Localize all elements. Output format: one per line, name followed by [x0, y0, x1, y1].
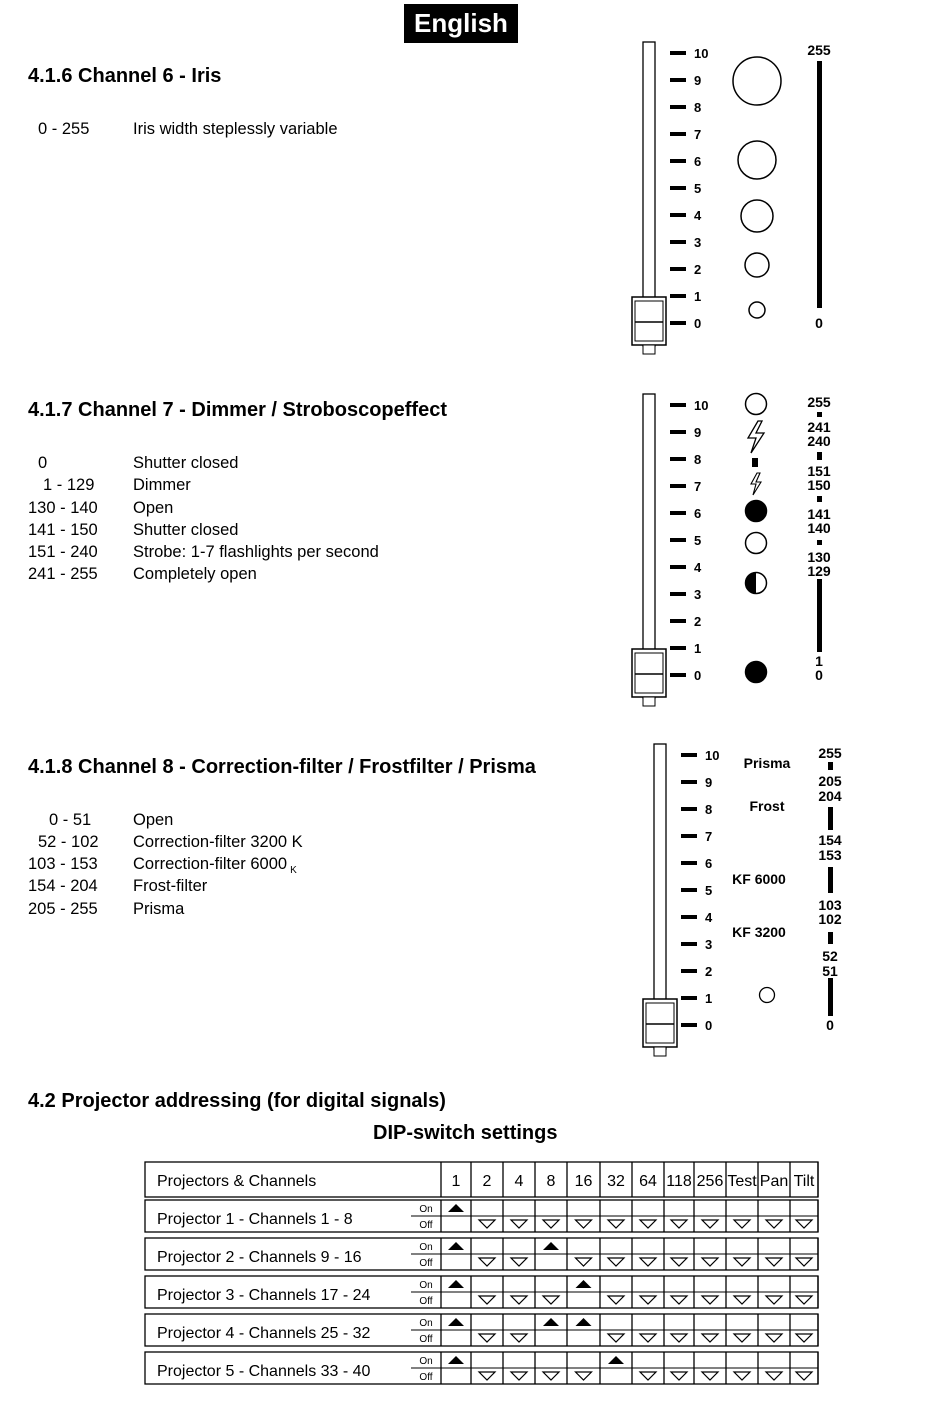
tick-mark [681, 753, 697, 757]
switch-header-Test: Test [727, 1173, 757, 1190]
closed-circle-icon [746, 662, 767, 683]
range-description: Completely open [133, 565, 257, 583]
range-description: Open [133, 499, 174, 517]
scale-label: 240 [807, 433, 831, 449]
on-label: On [419, 1242, 433, 1253]
tick-mark [681, 861, 697, 865]
tick-label: 7 [705, 829, 713, 844]
iris-diagram [632, 42, 831, 354]
tick-label: 4 [694, 560, 702, 575]
scale-label: 0 [826, 1017, 834, 1033]
tick-label: 1 [694, 289, 702, 304]
half-circle-fill-icon [746, 573, 757, 594]
tick-label: 2 [694, 262, 702, 277]
scale-label: 141 [807, 506, 831, 522]
iris-medium-large-circle-icon [738, 141, 776, 179]
tick-mark [670, 673, 686, 677]
projector-label: Projector 4 - Channels 25 - 32 [157, 1325, 371, 1342]
range-label: 154 - 204 [28, 877, 98, 895]
scale-label: 52 [822, 948, 838, 964]
header-label: Projectors & Channels [157, 1173, 317, 1190]
fader-knob-inner [646, 1003, 674, 1043]
iris-large-circle-icon [733, 57, 781, 105]
tick-label: 0 [694, 668, 702, 683]
tick-label: 2 [694, 614, 702, 629]
tick-mark [681, 888, 697, 892]
tick-label: 10 [705, 748, 720, 763]
range-description: Shutter closed [133, 454, 239, 472]
tick-label: 10 [694, 46, 709, 61]
on-label: On [419, 1356, 433, 1367]
tick-mark [681, 780, 697, 784]
switch-header-64: 64 [639, 1173, 657, 1190]
on-label: On [419, 1204, 433, 1215]
fader-knob-stem [643, 697, 655, 706]
tick-label: 3 [694, 587, 702, 602]
tick-mark [670, 592, 686, 596]
scale-label: 51 [822, 963, 838, 979]
tick-label: 7 [694, 479, 702, 494]
tick-mark [670, 240, 686, 244]
tick-label: 9 [694, 73, 702, 88]
fader-knob-inner [635, 653, 663, 693]
tick-mark [670, 457, 686, 461]
tick-mark [681, 996, 697, 1000]
scale-segment [828, 807, 833, 830]
projector-label: Projector 3 - Channels 17 - 24 [157, 1287, 371, 1304]
tick-mark [670, 565, 686, 569]
tick-mark [670, 294, 686, 298]
scale-segment [817, 579, 822, 652]
range-description: Iris width steplessly variable [133, 120, 338, 138]
scale-label: 130 [807, 549, 831, 565]
scale-label: 154 [818, 832, 842, 848]
tick-mark [670, 105, 686, 109]
switch-header-16: 16 [574, 1173, 593, 1190]
tick-label: 9 [705, 775, 713, 790]
tick-mark [670, 267, 686, 271]
tick-mark [681, 807, 697, 811]
tick-label: 10 [694, 398, 709, 413]
section-heading-channel-8: 4.1.8 Channel 8 - Correction-filter / Frostfilter / Prisma [28, 756, 536, 778]
tick-label: 8 [705, 802, 713, 817]
tick-mark [670, 51, 686, 55]
off-label: Off [419, 1296, 433, 1307]
tick-mark [670, 619, 686, 623]
open-circle-icon [760, 988, 775, 1003]
scale-label: 153 [818, 847, 842, 863]
tick-label: 8 [694, 452, 702, 467]
section-heading-channel-7: 4.1.7 Channel 7 - Dimmer / Stroboscopeffect [28, 399, 447, 421]
range-description-text: Correction-filter 6000 [133, 855, 288, 873]
dip-switch-table [145, 1162, 818, 1384]
switch-header-Pan: Pan [759, 1173, 789, 1190]
projector-row [145, 1276, 818, 1308]
tick-label: 0 [694, 316, 702, 331]
scale-label: 103 [818, 897, 842, 913]
projector-label: Projector 2 - Channels 9 - 16 [157, 1249, 362, 1266]
tick-label: 8 [694, 100, 702, 115]
range-label: 103 - 153 [28, 855, 98, 873]
scale-label: 102 [818, 911, 842, 927]
dimmer-diagram [632, 394, 831, 707]
switch-header-2: 2 [482, 1173, 492, 1190]
scale-label: 255 [807, 394, 831, 410]
range-description: Dimmer [133, 476, 191, 494]
scale-label: 150 [807, 477, 831, 493]
scale-segment [817, 540, 822, 545]
tick-label: 1 [694, 641, 702, 656]
on-label: On [419, 1318, 433, 1329]
iris-tiny-circle-icon [749, 302, 765, 318]
range-label: 52 - 102 [38, 833, 99, 851]
scale-label: 129 [807, 563, 831, 579]
frost-label: Frost [749, 798, 785, 814]
tick-label: 4 [705, 910, 713, 925]
tick-mark [681, 969, 697, 973]
scale-label: 151 [807, 463, 831, 479]
off-label: Off [419, 1220, 433, 1231]
range-label: 130 - 140 [28, 499, 98, 517]
range-description: Strobe: 1-7 flashlights per second [133, 543, 379, 561]
scale-segment [817, 496, 822, 502]
tick-mark [670, 511, 686, 515]
scale-label: 255 [807, 42, 831, 58]
scale-label: 255 [818, 745, 842, 761]
strobe-fast-icon [748, 421, 764, 453]
tick-mark [681, 834, 697, 838]
scale-label: 0 [815, 667, 823, 683]
scale-label: 1 [815, 653, 823, 669]
off-label: Off [419, 1372, 433, 1383]
switch-header-118: 118 [666, 1173, 692, 1190]
switch-header-4: 4 [514, 1173, 524, 1190]
range-label: 141 - 150 [28, 521, 98, 539]
scale-segment [828, 978, 833, 1016]
range-description: Frost-filter [133, 877, 208, 895]
dip-switch-title: DIP-switch settings [373, 1122, 558, 1144]
open-circle-icon [746, 394, 767, 415]
scale-segment [828, 762, 833, 770]
scale-label: 241 [807, 419, 831, 435]
strobe-slow-icon [751, 473, 761, 495]
range-description: Open [133, 811, 174, 829]
range-description: Correction-filter 3200 K [133, 833, 303, 851]
fader-knob-inner [635, 301, 663, 341]
tick-label: 5 [705, 883, 713, 898]
projector-row [145, 1352, 818, 1384]
projector-row [145, 1238, 818, 1270]
tick-label: 2 [705, 964, 713, 979]
tick-mark [681, 1023, 697, 1027]
strobe-separator-icon [752, 458, 758, 467]
switch-header-1: 1 [451, 1173, 461, 1190]
scale-label: 0 [815, 315, 823, 331]
range-label: 0 - 51 [49, 811, 92, 829]
tick-mark [670, 159, 686, 163]
tick-label: 6 [705, 856, 713, 871]
tick-label: 3 [705, 937, 713, 952]
range-label: 0 - 255 [38, 120, 90, 138]
switch-header-8: 8 [546, 1173, 556, 1190]
off-label: Off [419, 1334, 433, 1345]
open-circle-icon [746, 533, 767, 554]
tick-mark [670, 186, 686, 190]
tick-mark [670, 78, 686, 82]
scale-label: 140 [807, 520, 831, 536]
tick-mark [670, 132, 686, 136]
range-label: 205 - 255 [28, 900, 98, 918]
scale-segment [817, 412, 822, 417]
projector-row [145, 1314, 818, 1346]
fader-knob-stem [643, 345, 655, 354]
scale-segment [828, 867, 833, 893]
switch-header-256: 256 [696, 1173, 724, 1190]
scale-bar [817, 61, 822, 308]
tick-mark [670, 321, 686, 325]
tick-label: 3 [694, 235, 702, 250]
closed-circle-icon [746, 501, 767, 522]
section-heading-channel-6: 4.1.6 Channel 6 - Iris [28, 65, 222, 87]
language-badge: English [404, 4, 518, 43]
tick-mark [670, 213, 686, 217]
iris-medium-circle-icon [741, 200, 773, 232]
scale-segment [817, 452, 822, 460]
off-label: Off [419, 1258, 433, 1269]
tick-mark [670, 430, 686, 434]
tick-label: 6 [694, 506, 702, 521]
tick-label: 6 [694, 154, 702, 169]
range-description: Shutter closed [133, 521, 239, 539]
switch-header-Tilt: Tilt [793, 1173, 815, 1190]
on-label: On [419, 1280, 433, 1291]
projector-row [145, 1200, 818, 1232]
range-label: 151 - 240 [28, 543, 98, 561]
prisma-label: Prisma [743, 755, 791, 771]
range-label: 0 [38, 454, 48, 472]
range-label: 1 - 129 [43, 476, 95, 494]
tick-mark [670, 484, 686, 488]
unit-suffix: K [290, 865, 297, 877]
tick-mark [670, 403, 686, 407]
scale-label: 204 [818, 788, 842, 804]
tick-label: 0 [705, 1018, 713, 1033]
switch-header-32: 32 [607, 1173, 625, 1190]
projector-label: Projector 1 - Channels 1 - 8 [157, 1211, 353, 1228]
tick-mark [681, 942, 697, 946]
tick-label: 4 [694, 208, 702, 223]
tick-label: 9 [694, 425, 702, 440]
tick-label: 1 [705, 991, 713, 1006]
tick-label: 5 [694, 181, 702, 196]
tick-mark [670, 646, 686, 650]
scale-segment [828, 932, 833, 944]
range-label: 241 - 255 [28, 565, 98, 583]
kf6000-label: KF 6000 [732, 871, 786, 887]
iris-small-circle-icon [745, 253, 769, 277]
tick-mark [681, 915, 697, 919]
tick-mark [670, 538, 686, 542]
range-description: Prisma [133, 900, 185, 918]
projector-label: Projector 5 - Channels 33 - 40 [157, 1363, 371, 1380]
filter-diagram [643, 744, 842, 1056]
tick-label: 7 [694, 127, 702, 142]
section-heading-addressing: 4.2 Projector addressing (for digital signals) [28, 1090, 446, 1112]
scale-label: 205 [818, 773, 842, 789]
tick-label: 5 [694, 533, 702, 548]
kf3200-label: KF 3200 [732, 924, 786, 940]
fader-knob-stem [654, 1047, 666, 1056]
